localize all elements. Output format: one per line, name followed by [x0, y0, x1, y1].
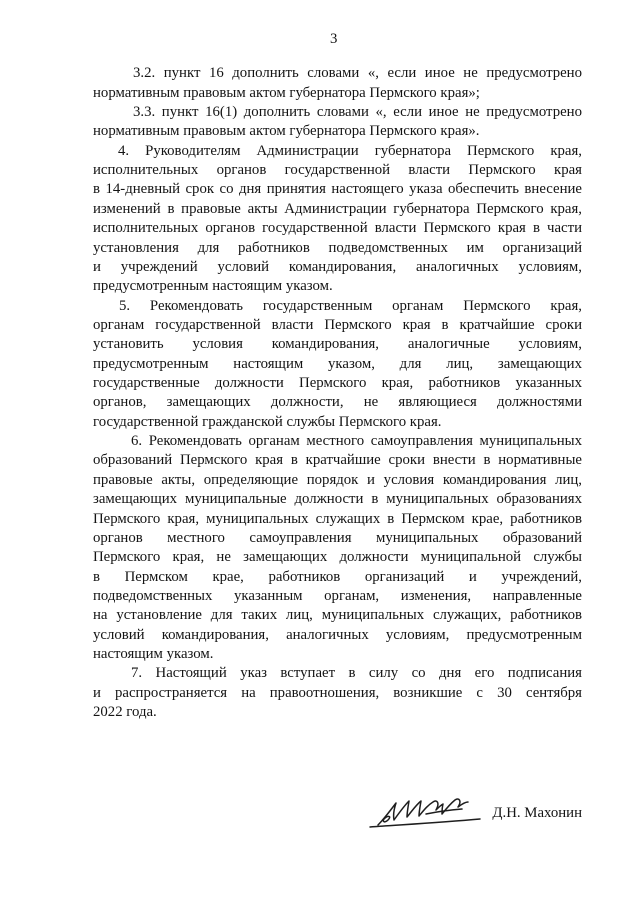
text-line: в 14-дневный срок со дня принятия настоящего указа обеспечить внесение	[93, 181, 582, 198]
text-line: предусмотренным настоящим указом.	[93, 278, 333, 295]
text-line: и распространяется на правоотношения, возникшие с 30 сентября	[93, 684, 582, 701]
text-line: Пермского края, муниципальных служащих в Пермском крае, работников	[93, 510, 582, 527]
text-line: 3.2. пункт 16 дополнить словами «, если иное не предусмотрено	[133, 65, 582, 82]
paragraph-7	[93, 664, 582, 722]
text-line: настоящим указом.	[93, 646, 214, 663]
text-line: замещающих муниципальные должности в муниципальных образованиях	[93, 491, 582, 508]
paragraph-3-3	[93, 103, 582, 142]
text-line: в Пермском крае, работников организаций и учреждений,	[93, 568, 582, 585]
text-line: на установление для таких лиц, муниципальных служащих, работников	[93, 607, 582, 624]
paragraph-6	[93, 432, 582, 664]
text-line: исполнительных органов государственной власти Пермского края в части	[93, 220, 582, 237]
text-line: органам государственной власти Пермского края в кратчайшие сроки	[93, 316, 582, 333]
text-line: условий командирования, аналогичных условиям, предусмотренным	[93, 626, 582, 643]
paragraph-4	[93, 142, 582, 297]
paragraph-5	[93, 297, 582, 433]
text-line: нормативным правовым актом губернатора Пермского края»;	[93, 84, 480, 101]
text-line: 2022 года.	[93, 704, 157, 721]
text-line: органов местного самоуправления муниципальных образований	[93, 529, 582, 546]
document-body	[93, 64, 582, 722]
text-line: Пермского края, не замещающих должности муниципальной службы	[93, 549, 582, 566]
text-line: подведомственных указанным органам, изменения, направленные	[93, 588, 582, 604]
text-line: 7. Настоящий указ вступает в силу со дня его подписания	[131, 665, 582, 682]
paragraph-3-2	[93, 64, 582, 103]
text-line: 3.3. пункт 16(1) дополнить словами «, если иное не предусмотрено	[133, 104, 582, 121]
text-line: установления для работников подведомственных им организаций	[93, 239, 582, 256]
text-line: государственной гражданской службы Пермского края.	[93, 413, 442, 430]
text-line: и учреждений условий командирования, аналогичных условиям,	[93, 258, 582, 275]
page-number: 3	[330, 31, 338, 47]
text-line: органов, замещающих должности, не являющиеся должностями	[93, 394, 582, 411]
signatory-name: Д.Н. Махонин	[492, 805, 582, 821]
text-line: 4. Руководителям Администрации губернатора Пермского края,	[118, 142, 582, 159]
text-line: 6. Рекомендовать органам местного самоуправления муниципальных	[131, 433, 582, 450]
text-line: правовые акты, определяющие порядок и условия командирования лиц,	[93, 471, 582, 488]
text-line: государственные должности Пермского края, работников указанных	[93, 375, 582, 392]
text-line: 5. Рекомендовать государственным органам Пермского края,	[119, 297, 582, 314]
text-line: изменений в правовые акты Администрации губернатора Пермского края,	[93, 200, 582, 217]
text-line: образований Пермского края в кратчайшие сроки внести в нормативные	[93, 452, 582, 469]
signature-image	[366, 795, 486, 835]
text-line: предусмотренным настоящим указом, для лиц, замещающих	[93, 355, 582, 372]
text-line: установить условия командирования, аналогичные условиям,	[93, 336, 582, 353]
text-line: нормативным правовым актом губернатора Пермского края».	[93, 123, 480, 140]
text-line: исполнительных органов государственной власти Пермского края	[93, 162, 582, 179]
